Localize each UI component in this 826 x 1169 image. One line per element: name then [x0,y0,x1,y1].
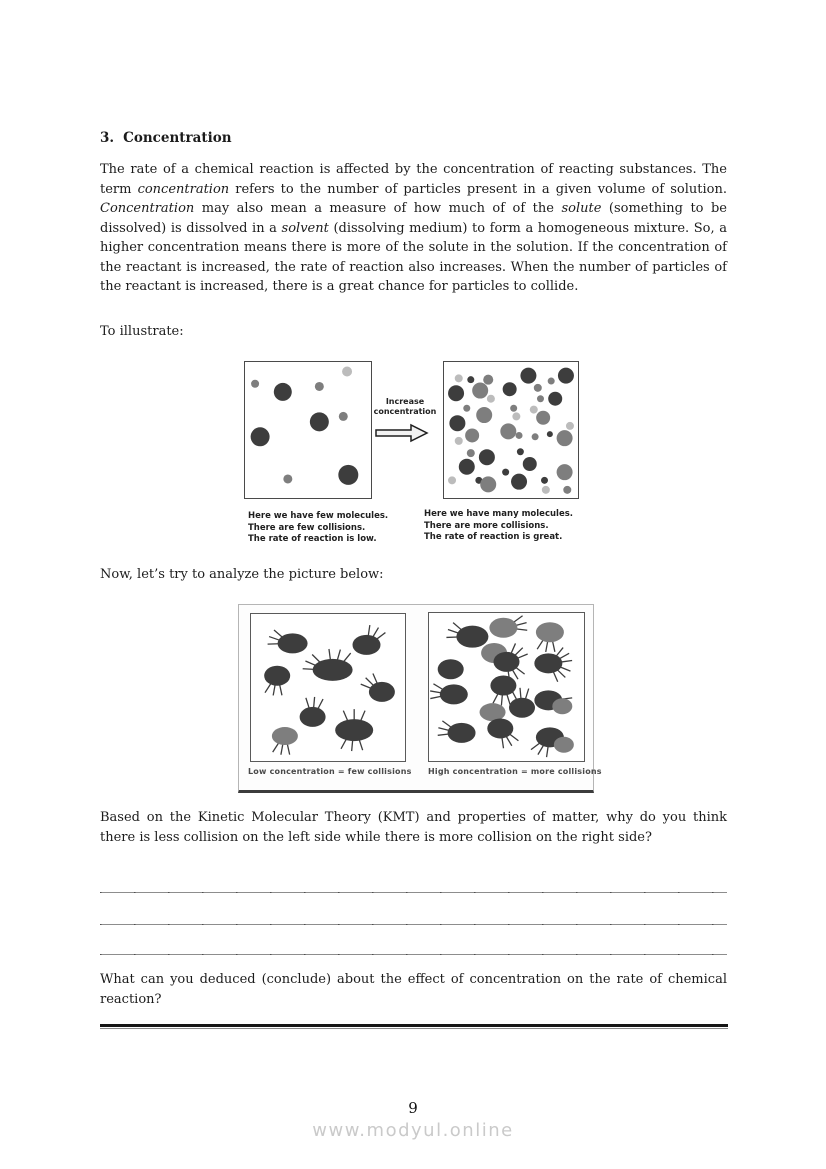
high-concentration-diagram [443,361,579,499]
figure2-left-caption: Low concentration = few collisions [248,767,412,776]
watermark-text: www.modyul.online [312,1120,514,1141]
analyze-prompt: Now, let’s try to analyze the picture below: [100,567,384,582]
answer-line-2 [100,924,727,925]
answer-line-1 [100,892,727,893]
low-concentration-diagram [244,361,372,499]
figure1-left-caption: Here we have few molecules. There are few collisions. The rate of reaction is low. [248,511,389,544]
to-illustrate-label: To illustrate: [100,324,184,339]
section-title: Concentration [123,130,232,146]
question-kmt: Based on the Kinetic Molecular Theory (KMT) and properties of matter, why do you think there is less collision on the left side while there is more collision on the right side? [100,810,727,845]
question-conclusion: What can you deduced (conclude) about the effect of concentration on the rate of chemical reaction? [100,972,727,1007]
page-number: 9 [408,1099,418,1117]
figure1-right-caption: Here we have many molecules. There are more collisions. The rate of reaction is great. [424,509,573,542]
figure2-right-caption: High concentration = more collisions [428,767,602,776]
increase-concentration-label: Increase concentration [373,397,437,416]
footer-rule [100,1024,728,1029]
section-heading [100,130,232,146]
low-concentration-collision-diagram [250,613,406,762]
intro-paragraph: The rate of a chemical reaction is affected by the concentration of reacting substances. The term concentration refers to the number of particles present in a given volume of solution. Concentration may also mean a measure of how much of of the solute (something to be dissolved) is dissolved in a solvent (dissolving medium) to form a homogeneous mixture. So, a higher concentration means there is more of the solute in the solution. If the concentration of the reactant is increased, the rate of reaction also increases. When the number of particles of the reactant is increased, there is a great chance for particles to collide. [100,162,727,294]
answer-line-3 [100,954,727,955]
section-number: 3. [100,130,115,146]
high-concentration-collision-diagram [428,612,585,762]
right-arrow-icon [374,423,430,443]
